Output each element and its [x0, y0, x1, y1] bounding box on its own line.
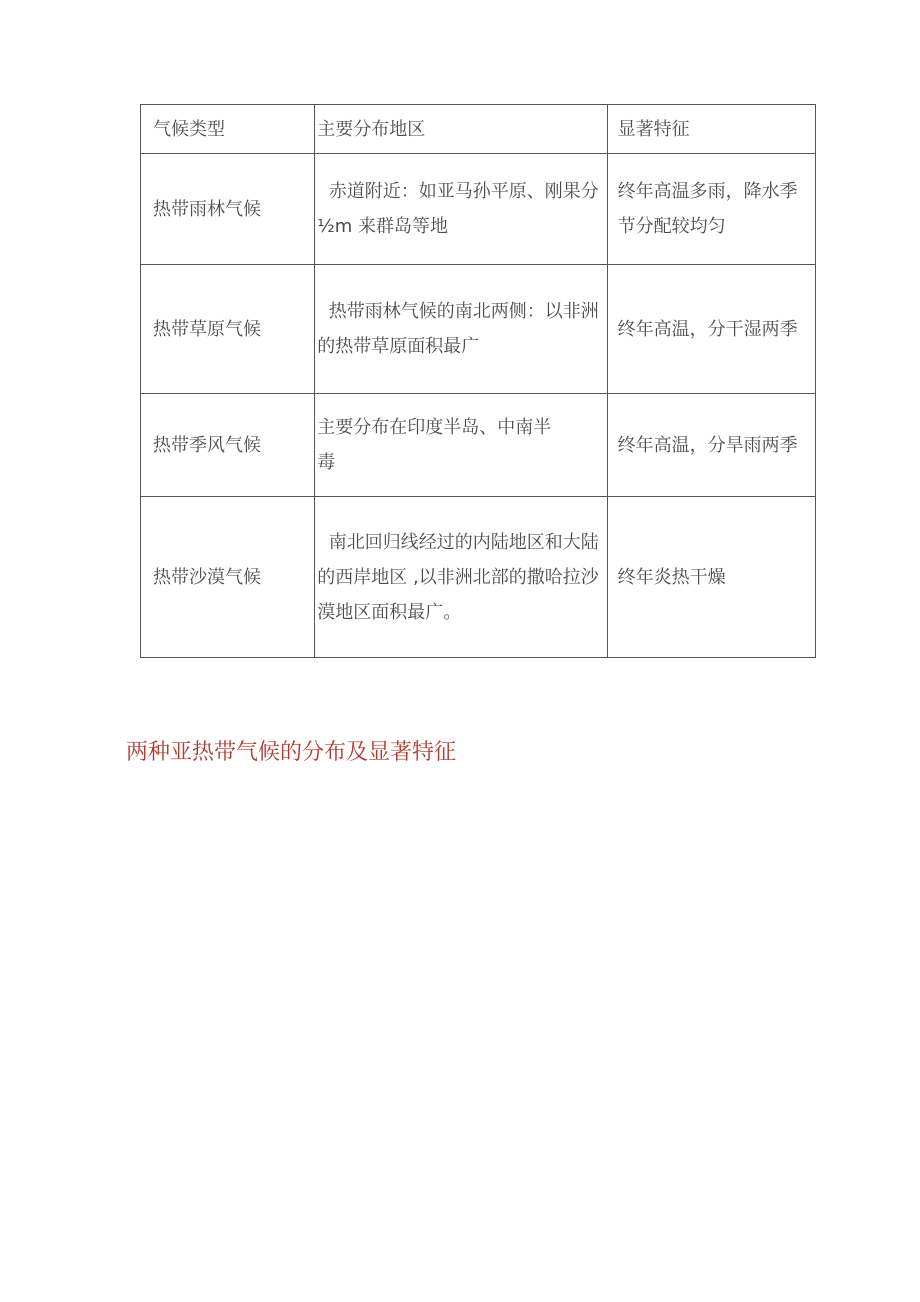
header-region: 主要分布地区 — [315, 105, 607, 154]
region-cell: 主要分布在印度半岛、中南半 毒 — [315, 394, 607, 497]
feature-cell: 终年高温多雨，降水季节分配较均匀 — [607, 154, 815, 265]
header-climate-type: 气候类型 — [141, 105, 315, 154]
table-row — [141, 497, 816, 658]
feature-cell: 终年高温，分干湿两季 — [607, 265, 815, 394]
table-row — [141, 154, 816, 265]
climate-type-cell: 热带沙漠气候 — [141, 497, 315, 658]
table-row — [141, 394, 816, 497]
feature-cell: 终年炎热干燥 — [607, 497, 815, 658]
table-row — [141, 265, 816, 394]
region-cell: 热带雨林气候的南北两侧：以非洲的热带草原面积最广 — [315, 265, 607, 394]
climate-type-cell: 热带雨林气候 — [141, 154, 315, 265]
climate-type-cell: 热带季风气候 — [141, 394, 315, 497]
climate-type-cell: 热带草原气候 — [141, 265, 315, 394]
section-heading: 两种亚热带气候的分布及显著特征 — [126, 740, 457, 765]
header-feature: 显著特征 — [607, 105, 815, 154]
region-cell: 赤道附近：如亚马孙平原、刚果分½m 来群岛等地 — [315, 154, 607, 265]
table-header-row — [141, 105, 816, 154]
feature-cell: 终年高温，分旱雨两季 — [607, 394, 815, 497]
region-cell: 南北回归线经过的内陆地区和大陆的西岸地区 ,以非洲北部的撒哈拉沙漠地区面积最广。 — [315, 497, 607, 658]
climate-table — [140, 104, 816, 658]
